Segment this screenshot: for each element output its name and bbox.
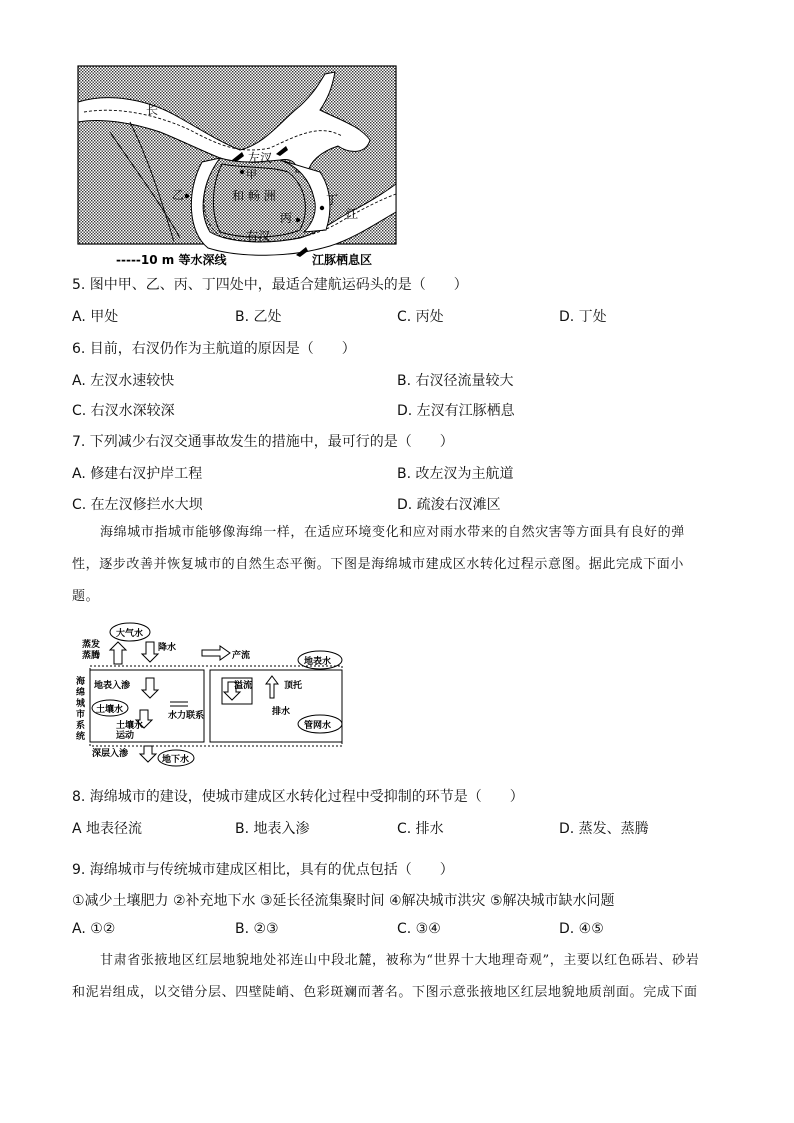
passage1-line1: 海绵城市指城市能够像海绵一样，在适应环境变化和应对雨水带来的自然灾害等方面具有良好的弹 (100, 525, 685, 540)
q7-option-d[interactable]: D. 疏浚右汊滩区 (397, 497, 501, 513)
point-yi (185, 194, 189, 198)
arrow-evap (110, 642, 126, 664)
label-precip: 降水 (158, 643, 177, 653)
svg-text:海: 海 (76, 677, 86, 687)
q6-option-c[interactable]: C. 右汊水深较深 (72, 403, 175, 419)
svg-text:市: 市 (76, 710, 86, 720)
q7-stem: 7. 下列减少右汊交通事故发生的措施中，最可行的是（ ） (72, 434, 454, 450)
point-jia (240, 170, 244, 174)
svg-text:统: 统 (76, 732, 86, 742)
legend-depth: -----10 m 等水深线 (116, 253, 227, 267)
q8-stem: 8. 海绵城市的建设，使城市建成区水转化过程中受抑制的环节是（ ） (72, 789, 524, 805)
q8-option-d[interactable]: D. 蒸发、蒸腾 (559, 821, 649, 837)
label-runoff: 产流 (232, 651, 251, 661)
q6-option-a[interactable]: A. 左汊水速较快 (72, 373, 175, 389)
label-island: 和 畅 洲 (232, 189, 276, 203)
arrow-infiltration (142, 678, 158, 698)
label-surface-water: 地表水 (304, 657, 332, 667)
label-overflow: 溢流 (234, 681, 253, 691)
passage2-line1: 甘肃省张掖地区红层地貌地处祁连山中段北麓，被称为“世界十大地理奇观”，主要以红色砾岩、砂岩 (100, 953, 700, 968)
label-jiang: 江 (346, 207, 359, 221)
label-groundwater: 地下水 (162, 755, 190, 765)
svg-text:绵: 绵 (76, 688, 86, 698)
q5-option-d[interactable]: D. 丁处 (559, 309, 607, 325)
arrow-runoff (202, 646, 230, 660)
label-hydraulic: 水力联系 (168, 711, 205, 721)
arrow-deep (140, 746, 156, 762)
svg-text:系: 系 (76, 721, 86, 731)
label-jia: 甲 (246, 168, 257, 181)
q6-option-b[interactable]: B. 右汊径流量较大 (397, 373, 514, 389)
q9-option-d[interactable]: D. ④⑤ (559, 921, 604, 937)
label-yi: 乙 (172, 188, 185, 202)
label-atmosphere: 大气水 (116, 629, 144, 639)
passage1-line3: 题。 (72, 589, 100, 604)
q5-option-c[interactable]: C. 丙处 (397, 309, 444, 325)
point-bing (296, 218, 300, 222)
label-chang: 长 (146, 103, 159, 117)
q9-option-a[interactable]: A. ①② (72, 921, 116, 937)
q7-option-c[interactable]: C. 在左汊修拦水大坝 (72, 497, 203, 513)
label-soil-water: 土壤水 (96, 705, 124, 715)
label-evap-1: 蒸发 (82, 640, 101, 650)
q5-option-a[interactable]: A. 甲处 (72, 309, 119, 325)
label-infiltration: 地表入渗 (94, 681, 131, 691)
q8-option-c[interactable]: C. 排水 (397, 821, 444, 837)
label-pipe-water: 管网水 (304, 721, 332, 731)
river-map (70, 62, 410, 272)
label-bing: 丙 (280, 211, 293, 225)
arrow-lift (266, 676, 278, 698)
label-evap-2: 蒸腾 (82, 651, 101, 661)
svg-text:运动: 运动 (116, 731, 135, 741)
label-deep-infiltration: 深层入渗 (92, 749, 129, 759)
q9-option-c[interactable]: C. ③④ (397, 921, 441, 937)
q6-stem: 6. 目前，右汊仍作为主航道的原因是（ ） (72, 341, 356, 357)
point-ding (320, 206, 324, 210)
label-drain: 排水 (272, 707, 291, 717)
q5-option-b[interactable]: B. 乙处 (235, 309, 282, 325)
label-youcha: 右汊 (246, 229, 271, 243)
svg-text:土壤水: 土壤水 (116, 721, 144, 731)
sponge-city-diagram (72, 620, 352, 770)
q7-option-a[interactable]: A. 修建右汊护岸工程 (72, 466, 203, 482)
q9-options-line: ①减少土壤肥力 ②补充地下水 ③延长径流集聚时间 ④解决城市洪灾 ⑤解决城市缺水问题 (72, 893, 615, 909)
arrow-hydraulic (170, 702, 188, 706)
svg-text:城: 城 (76, 699, 86, 709)
passage2-line2: 和泥岩组成，以交错分层、四壁陡峭、色彩斑斓而著名。下图示意张掖地区红层地貌地质剖面。完成下面 (72, 985, 698, 1000)
q8-option-a[interactable]: A 地表径流 (72, 821, 143, 837)
label-ding: 丁 (326, 193, 339, 207)
q9-stem: 9. 海绵城市与传统城市建成区相比，具有的优点包括（ ） (72, 862, 454, 878)
q5-stem: 5. 图中甲、乙、丙、丁四处中，最适合建航运码头的是（ ） (72, 277, 468, 293)
label-lift: 顶托 (284, 681, 303, 691)
label-zuocha: 左汊 (248, 151, 273, 165)
q9-option-b[interactable]: B. ②③ (235, 921, 279, 937)
arrow-precip (142, 642, 158, 662)
legend-dolphin: 江豚栖息区 (312, 253, 373, 267)
passage1-line2: 性，逐步改善并恢复城市的自然生态平衡。下图是海绵城市建成区水转化过程示意图。据此完成下面小 (72, 557, 685, 572)
q7-option-b[interactable]: B. 改左汊为主航道 (397, 466, 514, 482)
q6-option-d[interactable]: D. 左汊有江豚栖息 (397, 403, 515, 419)
q8-option-b[interactable]: B. 地表入渗 (235, 821, 310, 837)
